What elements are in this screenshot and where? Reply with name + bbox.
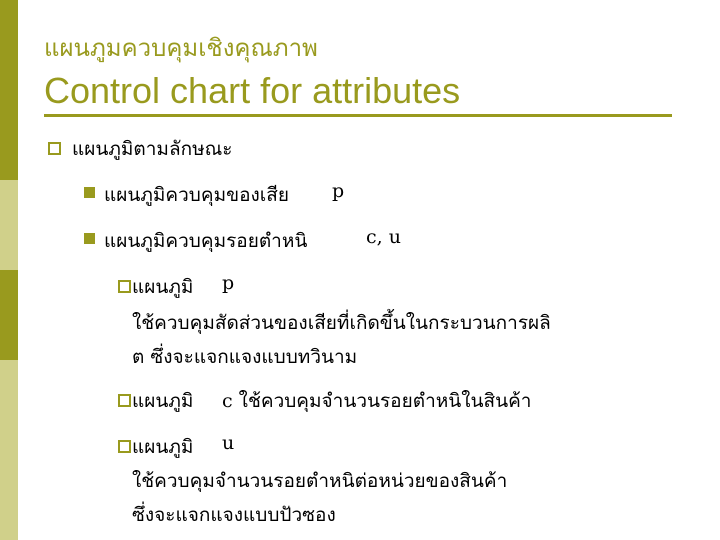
- filled-square-bullet-icon: [84, 187, 95, 198]
- level3-item-symbol: u: [222, 432, 235, 454]
- level3-item-line: ซึ่งจะแจกแจงแบบปัวซอง: [132, 504, 336, 526]
- level2-item-text: แผนภูมิควบคุมของเสีย: [104, 184, 289, 206]
- accent-bar-middle: [0, 270, 18, 360]
- level3-item-symbol: c ใช้ควบคุมจำนวนรอยตำหนิในสินค้า: [222, 390, 532, 412]
- level2-item-text: แผนภูมิควบคุมรอยตำหนิ: [104, 230, 308, 252]
- level3-item-line: ใช้ควบคุมจำนวนรอยตำหนิต่อหน่วยของสินค้า: [132, 470, 508, 492]
- slide-thai-title: แผนภูมควบคุมเชิงคุณภาพ: [44, 34, 318, 62]
- level2-item-symbol: c, u: [366, 226, 401, 248]
- hollow-square-bullet-icon: [48, 142, 61, 155]
- level3-item-label: แผนภูมิ: [132, 276, 194, 298]
- level3-item-line: ต ซึ่งจะแจกแจงแบบทวินาม: [132, 346, 358, 368]
- filled-square-bullet-icon: [84, 233, 95, 244]
- title-underline: [44, 114, 672, 117]
- accent-bar-top: [0, 0, 18, 180]
- hollow-square-bullet-icon: [118, 280, 131, 293]
- level3-item-label: แผนภูมิ: [132, 390, 194, 412]
- hollow-square-bullet-icon: [118, 394, 131, 407]
- hollow-square-bullet-icon: [118, 440, 131, 453]
- accent-bar-bottom: [0, 360, 18, 540]
- accent-bar-light: [0, 180, 18, 270]
- level3-item-line: ใช้ควบคุมสัดส่วนของเสียที่เกิดขึ้นในกระบวนการผลิ: [132, 312, 551, 334]
- level2-item-symbol: p: [332, 180, 345, 202]
- level3-item-label: แผนภูมิ: [132, 436, 194, 458]
- level1-text: แผนภูมิตามลักษณะ: [72, 138, 233, 160]
- level3-item-symbol: p: [222, 272, 235, 294]
- slide-title: Control chart for attributes: [44, 70, 461, 111]
